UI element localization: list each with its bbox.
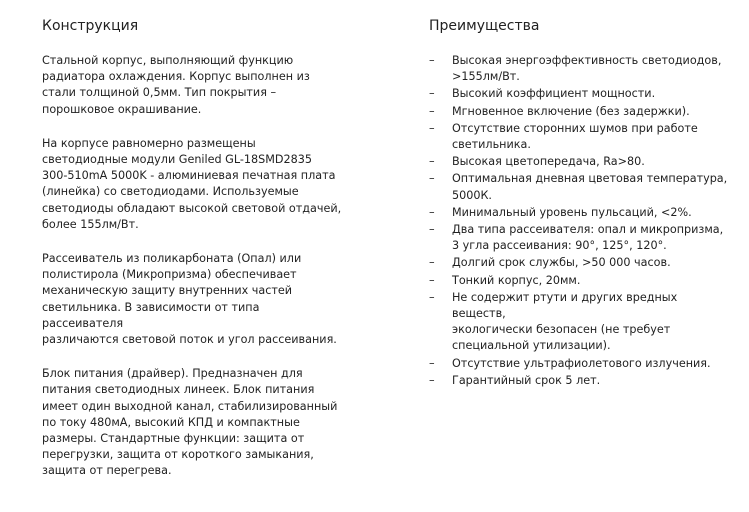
dash-bullet: – (429, 104, 435, 118)
dash-bullet: – (429, 205, 435, 219)
construction-paragraph-led-modules: На корпусе равномерно размещены светодиодные модули Geniled GL-18SMD2835 300-510mA 5000K - алюминиевая печатная плата (линейка) со светодиодами. Используемые светодиоды обладают высокой световой отдачей, более 155лм/Вт. (42, 136, 342, 231)
dash-bullet: – (429, 155, 435, 169)
list-item-text: Отсутствие ультрафиолетового излучения. (452, 356, 711, 370)
dash-bullet: – (429, 373, 435, 387)
list-item (429, 273, 729, 289)
list-item (429, 222, 729, 254)
list-item (429, 373, 729, 389)
dash-bullet: – (429, 356, 435, 370)
advantages-heading: Преимущества (429, 18, 540, 34)
list-item-text: Высокий коэффициент мощности. (452, 87, 656, 101)
dash-bullet: – (429, 256, 435, 270)
construction-section (42, 16, 342, 498)
list-item-text: Оптимальная дневная цветовая температура, 5000К. (452, 172, 728, 202)
list-item-text: Мгновенное включение (без задержки). (452, 104, 690, 118)
list-item-text: Тонкий корпус, 20мм. (452, 273, 581, 287)
list-item-text: Долгий срок службы, >50 000 часов. (452, 256, 671, 270)
list-item (429, 171, 729, 203)
dash-bullet: – (429, 172, 435, 186)
dash-bullet: – (429, 223, 435, 237)
advantages-section (429, 16, 729, 390)
construction-paragraph-driver: Блок питания (драйвер). Предназначен для питания светодиодных линеек. Блок питания имеет один выходной канал, стабилизированный по току 480мА, высокий КПД и компактные размеры. Стандартные функции: защита от перегрузки, защита от короткого замыкания, защита от перегрева. (42, 367, 338, 478)
list-item-text: Два типа рассеивателя: опал и микропризма, 3 угла рассеивания: 90°, 125°, 120°. (452, 223, 724, 253)
advantages-list (429, 53, 729, 389)
dash-bullet: – (429, 290, 435, 304)
list-item (429, 255, 729, 271)
list-item (429, 154, 729, 170)
list-item-text: Высокая цветопередача, Ra>80. (452, 155, 645, 169)
list-item-text: Отсутствие сторонних шумов при работе светильника. (452, 121, 698, 152)
list-item-text: Гарантийный срок 5 лет. (452, 373, 601, 387)
list-item-text: Высокая энергоэффективность светодиодов, >155лм/Вт. (452, 54, 722, 84)
list-item (429, 205, 729, 221)
list-item (429, 86, 729, 102)
list-item-text: Не содержит ртути и других вредных веществ, экологически безопасен (не требует специальной утилизации). (452, 290, 678, 353)
dash-bullet: – (429, 121, 435, 135)
list-item (429, 290, 729, 355)
list-item (429, 356, 729, 372)
list-item (429, 53, 729, 85)
dash-bullet: – (429, 273, 435, 287)
list-item (429, 121, 729, 153)
construction-paragraph-diffuser: Рассеиватель из поликарбоната (Опал) или полистирола (Микропризма) обеспечивает механическую защиту внутренних частей светильника. В зависимости от типа рассеивателя различаются световой поток и угол рассеивания. (42, 252, 337, 347)
list-item (429, 104, 729, 120)
dash-bullet: – (429, 87, 435, 101)
dash-bullet: – (429, 54, 435, 67)
construction-paragraph-housing: Стальной корпус, выполняющий функцию радиатора охлаждения. Корпус выполнен из стали толщиной 0,5мм. Тип покрытия – порошковое окрашивание. (42, 54, 310, 116)
construction-heading: Конструкция (42, 18, 139, 34)
list-item-text: Минимальный уровень пульсаций, <2%. (452, 205, 692, 219)
